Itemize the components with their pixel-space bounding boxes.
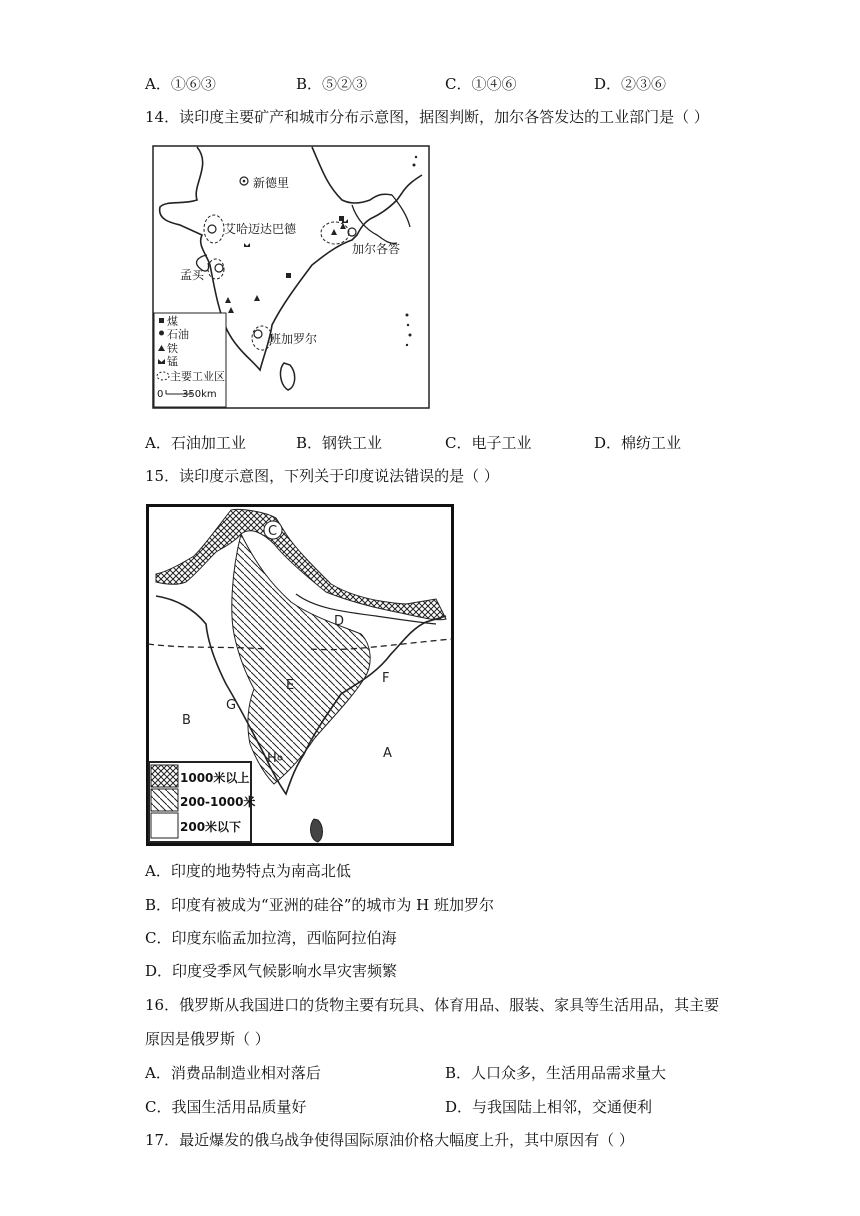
q13-option-b: B．⑤②③ — [296, 75, 368, 93]
q15-option-a: A．印度的地势特点为南高北低 — [145, 862, 351, 880]
q16-stem-line2: 原因是俄罗斯（ ） — [145, 1030, 270, 1048]
q17-stem: 17．最近爆发的俄乌战争使得国际原油价格大幅度上升，其中原因有（ ） — [145, 1131, 634, 1149]
label-g: G — [226, 698, 237, 713]
india-relief-map — [146, 504, 454, 846]
city-ahmedabad-label: 艾哈迈达巴德 — [224, 222, 297, 236]
q16-option-d: D．与我国陆上相邻，交通便利 — [445, 1098, 653, 1116]
legend-scale-zero: 0 — [157, 389, 164, 400]
label-d: D — [334, 614, 345, 629]
q15-option-b: B．印度有被成为“亚洲的硅谷”的城市为 H 班加罗尔 — [145, 896, 494, 914]
q15-stem: 15．读印度示意图，下列关于印度说法错误的是（ ） — [145, 467, 499, 485]
q16-option-b: B．人口众多，生活用品需求量大 — [445, 1064, 667, 1082]
city-mumbai-label: 孟买 — [180, 268, 205, 282]
q14-stem: 14．读印度主要矿产和城市分布示意图，据图判断，加尔各答发达的工业部门是（ ） — [145, 108, 709, 126]
q13-option-c: C．①④⑥ — [445, 75, 517, 93]
legend-industrial: 主要工业区 — [170, 370, 225, 383]
q16-stem-line1: 16．俄罗斯从我国进口的货物主要有玩具、体育用品、服装、家具等生活用品，其主要 — [145, 996, 720, 1014]
city-bangalore-label: 班加罗尔 — [269, 332, 318, 346]
q14-option-d: D．棉纺工业 — [594, 434, 682, 452]
q14-option-c: C．电子工业 — [445, 434, 532, 452]
city-delhi-label: 新德里 — [253, 176, 290, 190]
q14-option-a: A．石油加工业 — [145, 434, 246, 452]
q15-option-c: C．印度东临孟加拉湾，西临阿拉伯海 — [145, 929, 397, 947]
label-h: H — [267, 751, 277, 766]
legend-mid: 200-1000米 — [180, 795, 256, 809]
label-f: F — [382, 671, 390, 686]
label-b: B — [182, 713, 191, 728]
legend-scale-text: 350km — [182, 389, 217, 400]
label-e: E — [286, 678, 295, 693]
legend-low: 200米以下 — [180, 820, 242, 834]
label-a: A — [383, 746, 392, 761]
india-minerals-map — [152, 145, 430, 409]
q14-option-b: B．钢铁工业 — [296, 434, 383, 452]
label-c: C — [268, 524, 278, 539]
q15-option-d: D．印度受季风气候影响水旱灾害频繁 — [145, 962, 398, 980]
q16-option-c: C．我国生活用品质量好 — [145, 1098, 307, 1116]
legend-coal: 煤 — [167, 315, 178, 328]
q13-option-d: D．②③⑥ — [594, 75, 667, 93]
city-kolkata-label: 加尔各答 — [352, 242, 401, 256]
legend-manganese: 锰 — [167, 355, 178, 368]
legend-iron: 铁 — [167, 342, 178, 355]
q13-option-a: A．①⑥③ — [145, 75, 216, 93]
legend-oil: 石油 — [167, 328, 189, 341]
legend-high: 1000米以上 — [180, 771, 250, 785]
q16-option-a: A．消费品制造业相对落后 — [145, 1064, 321, 1082]
